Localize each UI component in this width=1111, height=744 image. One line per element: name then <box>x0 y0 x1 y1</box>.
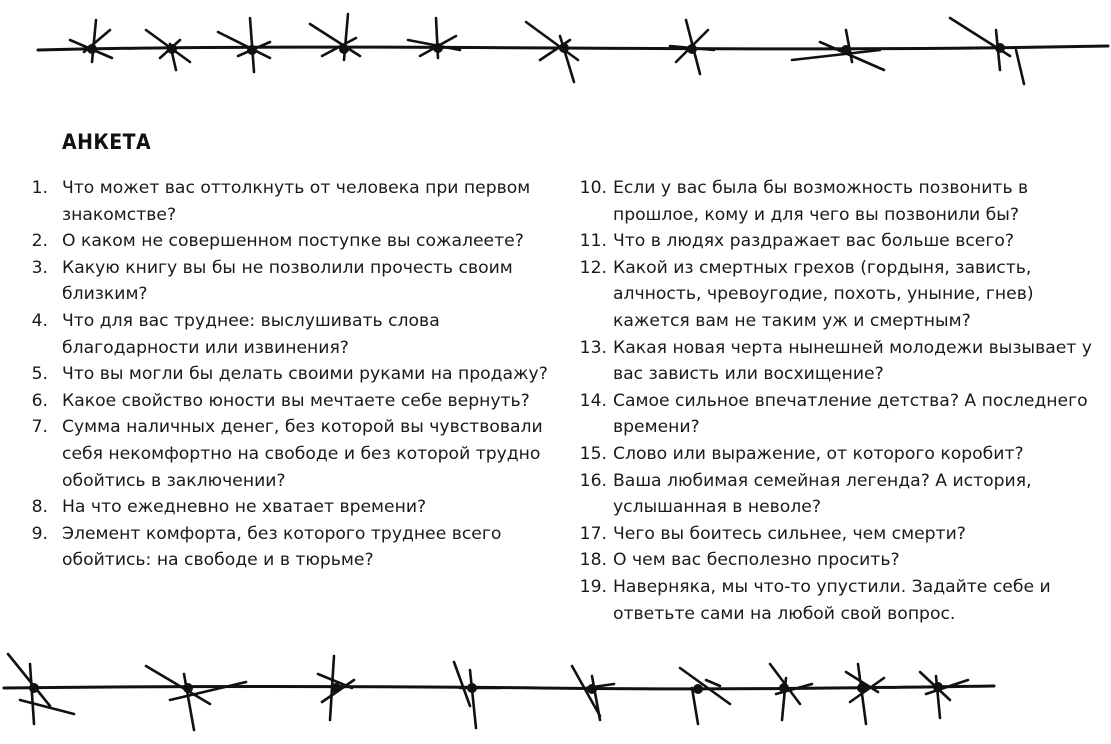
question-text: Какое свойство юности вы мечтаете себе вернуть? <box>62 390 530 411</box>
question-text: Чего вы боитесь сильнее, чем смерти? <box>613 523 966 544</box>
question-text: Какая новая черта нынешней молодежи вызывает у вас зависть или восхищение? <box>613 337 1092 385</box>
list-item <box>575 175 1105 228</box>
list-item <box>575 547 1105 574</box>
list-item <box>22 388 552 415</box>
list-item <box>575 521 1105 548</box>
questions-list-right <box>575 175 1105 627</box>
question-number: 3. <box>31 257 48 278</box>
question-text: Что для вас труднее: выслушивать слова благодарности или извинения? <box>62 310 440 358</box>
list-item <box>575 441 1105 468</box>
list-item <box>22 414 552 494</box>
questions-list-left <box>22 175 552 574</box>
question-text: На что ежедневно не хватает времени? <box>62 497 427 518</box>
list-item <box>22 175 552 228</box>
question-text: Что может вас оттолкнуть от человека при первом знакомстве? <box>62 178 531 225</box>
question-number: 4. <box>31 310 48 331</box>
question-number: 8. <box>31 497 48 518</box>
question-number: 10. <box>579 178 607 198</box>
question-text: Если у вас была бы возможность позвонить в прошлое, кому и для чего вы позвонили бы? <box>613 178 1029 225</box>
question-number: 17. <box>579 523 607 544</box>
question-number: 6. <box>31 390 48 411</box>
list-item <box>575 574 1105 627</box>
question-number: 2. <box>31 231 48 252</box>
question-number: 15. <box>579 443 607 464</box>
list-item <box>575 388 1105 441</box>
list-item <box>22 494 552 521</box>
list-item <box>22 521 552 574</box>
question-text: Что вы могли бы делать своими руками на продажу? <box>62 364 548 385</box>
list-item <box>575 468 1105 521</box>
question-text: Какую книгу вы бы не позволили прочесть своим близким? <box>62 257 513 305</box>
barbed-wire-bottom-decoration <box>0 644 1111 744</box>
barbed-wire-top-decoration <box>0 0 1111 100</box>
page-title: АНКЕТА <box>62 130 152 154</box>
list-item <box>22 308 552 361</box>
question-text: Слово или выражение, от которого коробит? <box>613 443 1024 464</box>
question-number: 9. <box>31 523 48 544</box>
list-item <box>575 228 1105 255</box>
question-number: 16. <box>579 470 607 491</box>
list-item <box>22 361 552 388</box>
question-number: 13. <box>579 337 607 358</box>
list-item <box>575 335 1105 388</box>
question-text: Ваша любимая семейная легенда? А история, услышанная в неволе? <box>613 470 1032 518</box>
question-text: Самое сильное впечатление детства? А последнего времени? <box>613 390 1088 438</box>
question-text: О каком не совершенном поступке вы сожалеете? <box>62 231 524 252</box>
question-text: Что в людях раздражает вас больше всего? <box>613 231 1015 252</box>
question-number: 1. <box>31 178 48 198</box>
question-number: 12. <box>579 257 607 278</box>
question-text: Наверняка, мы что-то упустили. Задайте себе и ответьте сами на любой свой вопрос. <box>613 576 1051 624</box>
question-text: Сумма наличных денег, без которой вы чувствовали себя некомфортно на свободе и без которой трудно обойтись в заключении? <box>62 417 543 491</box>
question-number: 19. <box>579 576 607 597</box>
question-number: 5. <box>31 364 48 385</box>
question-number: 14. <box>579 390 607 411</box>
question-text: Какой из смертных грехов (гордыня, зависть, алчность, чревоугодие, похоть, уныние, гнев) кажется вам не таким уж и смертным? <box>613 257 1034 331</box>
list-item <box>22 255 552 308</box>
question-text: Элемент комфорта, без которого труднее всего обойтись: на свободе и в тюрьме? <box>62 523 502 571</box>
list-item <box>22 228 552 255</box>
question-number: 7. <box>31 417 48 438</box>
question-text: О чем вас бесполезно просить? <box>613 550 900 571</box>
question-number: 18. <box>579 550 607 571</box>
list-item <box>575 255 1105 335</box>
question-number: 11. <box>579 231 607 252</box>
